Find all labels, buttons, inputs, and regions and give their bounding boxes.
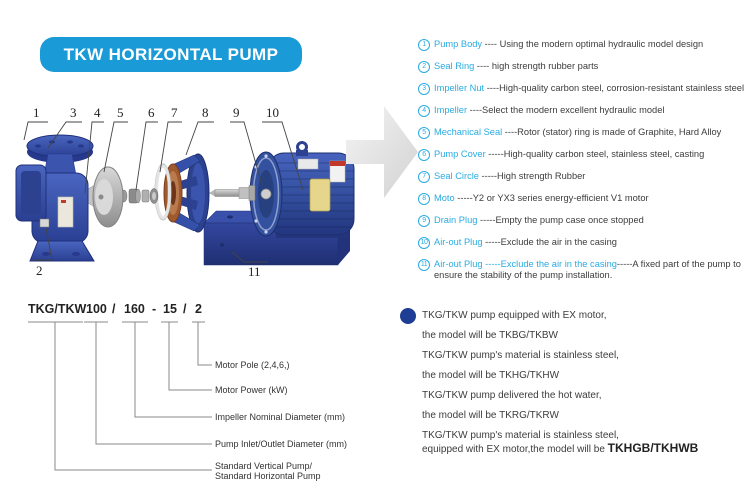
part-number-badge: 5: [418, 127, 430, 139]
note-bullet-icon: [400, 308, 416, 324]
part-number-badge: 9: [418, 215, 430, 227]
part-list-item: 10 Air-out Plug -----Exclude the air in the casing: [418, 237, 752, 249]
callout-number: 11: [248, 264, 261, 279]
part-list-item: 11 Air-out Plug -----Exclude the air in the casing-----A fixed part of the pump to ensure the stability of the pump installation.: [418, 259, 752, 281]
part-number-badge: 1: [418, 39, 430, 51]
pump-foot: [30, 241, 94, 261]
part-number-badge: 3: [418, 83, 430, 95]
model-code-separator: -: [152, 302, 157, 316]
part-list-item: 8 Moto -----Y2 or YX3 series energy-efficient V1 motor: [418, 193, 752, 205]
pump-body: [16, 135, 94, 261]
note-line: equipped with EX motor,the model will be TKHGB/TKHWB: [422, 441, 699, 455]
part-number-badge: 10: [418, 237, 430, 249]
model-code-power: 15: [163, 302, 177, 316]
part-number-badge: 11: [418, 259, 430, 271]
note-line: TKG/TKW pump equipped with EX motor,: [422, 310, 607, 321]
part-number-badge: 2: [418, 61, 430, 73]
callout-number: 4: [94, 105, 101, 120]
model-code-impeller: 160: [124, 302, 145, 316]
model-code-prefix: TKG/TKW: [28, 302, 87, 316]
callout-number: 9: [233, 105, 240, 120]
note-model-bold: TKHGB/TKHWB: [607, 441, 699, 455]
part-list-item: 3 Impeller Nut ----High-quality carbon steel, corrosion-resistant stainless steel: [418, 83, 752, 95]
mechanical-seal: [121, 189, 158, 204]
note-line: TKG/TKW pump delivered the hot water,: [422, 390, 602, 401]
part-list-item: 7 Seal Circle -----High strength Rubber: [418, 171, 752, 183]
model-code-separator: /: [183, 302, 187, 316]
part-list-item: 1 Pump Body ---- Using the modern optimal hydraulic model design: [418, 39, 752, 51]
label-pump-type-line2: Standard Horizontal Pump: [215, 471, 321, 481]
note-line: TKG/TKW pump's material is stainless steel,: [422, 350, 619, 361]
label-motor-power: Motor Power (kW): [215, 385, 288, 395]
right-arrow-icon: [346, 96, 424, 208]
callout-number: 3: [70, 105, 77, 120]
label-inlet-outlet-diameter: Pump Inlet/Outlet Diameter (mm): [215, 439, 348, 449]
model-code-separator: /: [112, 302, 116, 316]
part-list-item: 4 Impeller ----Select the modern excellent hydraulic model: [418, 105, 752, 117]
part-list-item: 6 Pump Cover -----High-quality carbon steel, stainless steel, casting: [418, 149, 752, 161]
shaft: [209, 186, 255, 201]
label-motor-pole: Motor Pole (2,4,6,): [215, 360, 290, 370]
callout-number: 5: [117, 105, 124, 120]
part-list-item: 5 Mechanical Seal ----Rotor (stator) ring is made of Graphite, Hard Alloy: [418, 127, 752, 139]
callout-number: 7: [171, 105, 178, 120]
callout-number: 6: [148, 105, 155, 120]
page-title: TKW HORIZONTAL PUMP: [63, 44, 279, 64]
motor-top-label: [298, 159, 318, 169]
model-variant-notes: [422, 310, 752, 462]
callout-number: 1: [33, 105, 40, 120]
note-line: TKG/TKW pump's material is stainless steel,: [422, 430, 619, 441]
callout-number: 8: [202, 105, 209, 120]
callout-number: 2: [36, 263, 43, 278]
model-code-lines: [20, 316, 360, 481]
model-code-inlet: 100: [86, 302, 107, 316]
motor: [250, 143, 354, 239]
title-banner: [40, 37, 302, 72]
part-list-item: 2 Seal Ring ---- high strength rubber parts: [418, 61, 752, 73]
note-line: the model will be TKBG/TKBW: [422, 330, 558, 341]
part-number-badge: 8: [418, 193, 430, 205]
motor-nameplate: [310, 179, 330, 211]
part-list-item: 9 Drain Plug -----Empty the pump case once stopped: [418, 215, 752, 227]
note-line: the model will be TKRG/TKRW: [422, 410, 559, 421]
part-number-badge: 6: [418, 149, 430, 161]
model-code-pole: 2: [195, 302, 202, 316]
callout-number: 10: [266, 105, 279, 120]
drain-plug: [40, 219, 49, 227]
note-line: the model will be TKHG/TKHW: [422, 370, 560, 381]
label-impeller-diameter: Impeller Nominal Diameter (mm): [215, 412, 346, 422]
part-number-badge: 4: [418, 105, 430, 117]
label-pump-type-line1: Standard Vertical Pump/: [215, 461, 313, 471]
parts-list: [418, 39, 752, 291]
part-number-badge: 7: [418, 171, 430, 183]
